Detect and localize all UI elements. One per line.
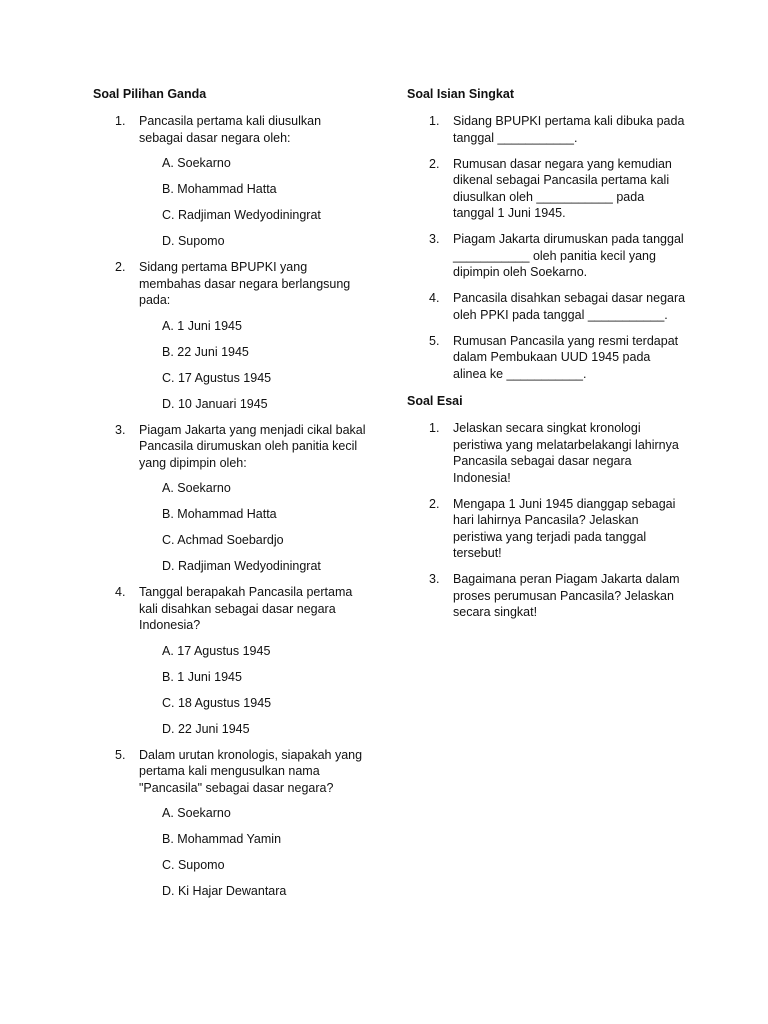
mc-question bbox=[93, 747, 368, 901]
question-text: Bagaimana peran Piagam Jakarta dalam proses perumusan Pancasila? Jelaskan secara singkat! bbox=[453, 572, 680, 619]
option: D. 22 Juni 1945 bbox=[162, 721, 250, 736]
question-text: Mengapa 1 Juni 1945 dianggap sebagai hari lahirnya Pancasila? Jelaskan peristiwa yang terjadi pada tanggal tersebut! bbox=[453, 496, 676, 560]
option: C. Achmad Soebardjo bbox=[162, 533, 284, 547]
option: B. Mohammad Hatta bbox=[162, 182, 277, 196]
option: B. Mohammad Yamin bbox=[162, 832, 282, 846]
short-answer-question bbox=[407, 231, 687, 281]
section-heading: Soal Esai bbox=[407, 394, 463, 408]
question-text: Pancasila pertama kali diusulkan sebagai dasar negara oleh: bbox=[139, 114, 322, 145]
essay-question bbox=[407, 496, 687, 562]
option: A. 17 Agustus 1945 bbox=[162, 643, 271, 658]
question-text: Sidang BPUPKI pertama kali dibuka pada tanggal ___________. bbox=[453, 114, 685, 145]
question-text: Pancasila disahkan sebagai dasar negara oleh PPKI pada tanggal ___________. bbox=[453, 291, 686, 322]
question-number: 1. bbox=[429, 114, 440, 128]
question-text: Piagam Jakarta yang menjadi cikal bakal Pancasila dirumuskan oleh panitia kecil yang dipimpin oleh: bbox=[139, 422, 366, 470]
mc-question bbox=[93, 113, 368, 250]
option-list bbox=[139, 480, 368, 575]
short-answer-question bbox=[407, 333, 687, 383]
essay-question bbox=[407, 571, 687, 621]
option: B. 1 Juni 1945 bbox=[162, 669, 242, 684]
option: D. Ki Hajar Dewantara bbox=[162, 884, 287, 898]
section-heading: Soal Isian Singkat bbox=[407, 87, 514, 101]
essay-section bbox=[407, 393, 687, 621]
option: A. Soekarno bbox=[162, 806, 231, 820]
question-number: 1. bbox=[115, 114, 126, 128]
short-answer-section bbox=[407, 86, 687, 382]
option: A. Soekarno bbox=[162, 156, 231, 170]
question-text: Piagam Jakarta dirumuskan pada tanggal ___________ oleh panitia kecil yang dipimpin oleh Soekarno. bbox=[453, 232, 684, 279]
question-number: 2. bbox=[429, 496, 440, 511]
option: A. 1 Juni 1945 bbox=[162, 318, 242, 333]
question-text: Dalam urutan kronologis, siapakah yang pertama kali mengusulkan nama "Pancasila" sebagai dasar negara? bbox=[139, 747, 363, 795]
question-number: 4. bbox=[115, 585, 126, 599]
question-number: 2. bbox=[115, 260, 126, 274]
section-heading: Soal Pilihan Ganda bbox=[93, 87, 207, 101]
question-number: 3. bbox=[429, 572, 440, 586]
question-number: 1. bbox=[429, 421, 440, 435]
question-text: Rumusan Pancasila yang resmi terdapat dalam Pembukaan UUD 1945 pada alinea ke ___________. bbox=[453, 333, 679, 381]
question-number: 5. bbox=[115, 747, 126, 762]
option-list bbox=[139, 805, 368, 900]
multiple-choice-section bbox=[93, 86, 368, 909]
question-text: Jelaskan secara singkat kronologi peristiwa yang melatarbelakangi lahirnya Pancasila sebagai dasar negara Indonesia! bbox=[453, 421, 679, 485]
option: C. Supomo bbox=[162, 858, 225, 872]
question-number: 2. bbox=[429, 156, 440, 171]
mc-question bbox=[93, 259, 368, 413]
option: C. 17 Agustus 1945 bbox=[162, 370, 272, 385]
option-list bbox=[139, 643, 368, 738]
question-number: 4. bbox=[429, 291, 440, 305]
question-text: Sidang pertama BPUPKI yang membahas dasar negara berlangsung pada: bbox=[139, 260, 351, 307]
option: B. Mohammad Hatta bbox=[162, 507, 277, 521]
mc-question bbox=[93, 422, 368, 576]
question-number: 3. bbox=[115, 422, 126, 437]
option: C. Radjiman Wedyodiningrat bbox=[162, 208, 321, 222]
option: D. Radjiman Wedyodiningrat bbox=[162, 559, 321, 573]
short-answer-question bbox=[407, 290, 687, 323]
option: B. 22 Juni 1945 bbox=[162, 344, 249, 359]
question-number: 5. bbox=[429, 333, 440, 348]
option: A. Soekarno bbox=[162, 481, 231, 495]
question-text: Rumusan dasar negara yang kemudian dikenal sebagai Pancasila pertama kali diusulkan oleh ___________ pada tanggal 1 Juni 1945. bbox=[453, 156, 672, 220]
question-number: 3. bbox=[429, 232, 440, 246]
option-list bbox=[139, 318, 368, 413]
option-list bbox=[139, 155, 368, 250]
essay-question bbox=[407, 420, 687, 486]
question-text: Tanggal berapakah Pancasila pertama kali disahkan sebagai dasar negara Indonesia? bbox=[139, 585, 353, 632]
mc-question bbox=[93, 584, 368, 738]
short-answer-question bbox=[407, 113, 687, 146]
short-answer-question bbox=[407, 156, 687, 222]
option: D. Supomo bbox=[162, 234, 225, 248]
option: C. 18 Agustus 1945 bbox=[162, 695, 272, 710]
right-column bbox=[407, 86, 687, 630]
option: D. 10 Januari 1945 bbox=[162, 396, 268, 411]
